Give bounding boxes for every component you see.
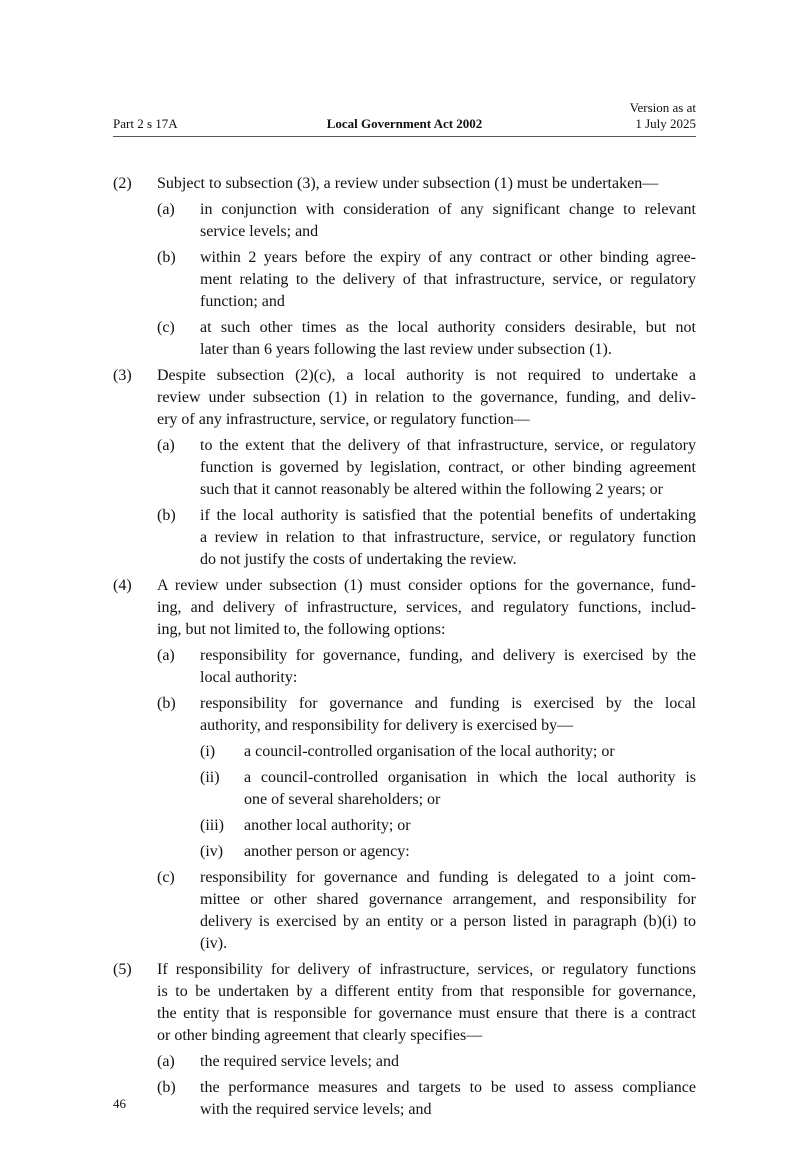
text-line: the entity that is responsible for governance must ensure that there is a contract — [157, 1005, 696, 1022]
version-label: Version as at — [629, 100, 696, 115]
text-line: if the local authority is satisfied that the potential benefits of undertaking — [200, 507, 696, 524]
text-line: or other binding agreement that clearly specifies— — [157, 1027, 483, 1044]
paragraph — [113, 867, 696, 955]
provision-label: (a) — [157, 437, 175, 454]
provision-label: (iii) — [200, 817, 224, 834]
paragraph — [113, 199, 696, 243]
paragraph — [113, 435, 696, 501]
provision-label: (a) — [157, 1053, 175, 1070]
provision-label: (2) — [113, 175, 132, 192]
provision-label: (b) — [157, 249, 176, 266]
paragraph — [113, 1051, 696, 1073]
provision-label: (ii) — [200, 769, 220, 786]
subsection — [113, 959, 696, 1047]
subparagraph — [113, 767, 696, 811]
text-line: review under subsection (1) in relation to the governance, funding, and deliv- — [157, 389, 696, 406]
subsection — [113, 365, 696, 431]
provision-label: (4) — [113, 577, 132, 594]
provision-label: (b) — [157, 1079, 176, 1096]
text-line: ery of any infrastructure, service, or regulatory function— — [157, 411, 530, 428]
text-line: responsibility for governance, funding, and delivery is exercised by the — [200, 647, 696, 664]
text-line: ing, and delivery of infrastructure, services, and regulatory functions, includ- — [157, 599, 696, 616]
subsection — [113, 173, 696, 195]
provision-label: (a) — [157, 201, 175, 218]
paragraph — [113, 1077, 696, 1121]
text-line: (iv). — [200, 935, 228, 952]
act-title: Local Government Act 2002 — [326, 116, 483, 131]
text-line: ing, but not limited to, the following options: — [157, 621, 446, 638]
text-line: do not justify the costs of undertaking the review. — [200, 551, 517, 568]
provision-label: (c) — [157, 869, 175, 886]
text-line: at such other times as the local authority considers desirable, but not — [200, 319, 696, 336]
text-line: responsibility for governance and funding is exercised by the local — [200, 695, 696, 712]
paragraph — [113, 645, 696, 689]
text-line: function; and — [200, 293, 285, 310]
subparagraph — [113, 815, 696, 837]
text-line: If responsibility for delivery of infrastructure, services, or regulatory functions — [157, 961, 696, 978]
part-reference: Part 2 s 17A — [113, 116, 178, 131]
subparagraph — [113, 741, 696, 763]
text-line: a council-controlled organisation in which the local authority is — [244, 769, 696, 786]
provision-label: (c) — [157, 319, 175, 336]
provision-label: (5) — [113, 961, 132, 978]
text-line: within 2 years before the expiry of any contract or other binding agree- — [200, 249, 696, 266]
text-line: a review in relation to that infrastructure, service, or regulatory function — [200, 529, 696, 546]
running-header — [113, 100, 696, 137]
text-line: the performance measures and targets to be used to assess compliance — [200, 1079, 696, 1096]
text-line: in conjunction with consideration of any significant change to relevant — [200, 201, 696, 218]
text-line: Despite subsection (2)(c), a local authority is not required to undertake a — [157, 367, 696, 384]
version-value: 1 July 2025 — [635, 116, 696, 131]
subparagraph — [113, 841, 696, 863]
provision-label: (3) — [113, 367, 132, 384]
text-line: ment relating to the delivery of that infrastructure, service, or regulatory — [200, 271, 696, 288]
text-line: later than 6 years following the last review under subsection (1). — [200, 341, 612, 358]
text-line: such that it cannot reasonably be altered within the following 2 years; or — [200, 481, 663, 498]
version-date — [630, 100, 696, 132]
page-number: 46 — [113, 1096, 126, 1111]
provision-label: (iv) — [200, 843, 224, 860]
paragraph — [113, 693, 696, 737]
text-line: A review under subsection (1) must consider options for the governance, fund- — [157, 577, 696, 594]
text-line: one of several shareholders; or — [244, 791, 441, 808]
provision-label: (i) — [200, 743, 216, 760]
text-line: with the required service levels; and — [200, 1101, 432, 1118]
paragraph — [113, 317, 696, 361]
provision-label: (b) — [157, 695, 176, 712]
text-line: function is governed by legislation, contract, or other binding agreement — [200, 459, 696, 476]
text-line: delivery is exercised by an entity or a person listed in paragraph (b)(i) to — [200, 913, 696, 930]
text-line: another person or agency: — [244, 843, 410, 860]
section-body — [113, 173, 696, 1125]
text-line: mittee or other shared governance arrangement, and responsibility for — [200, 891, 696, 908]
text-line: the required service levels; and — [200, 1053, 400, 1070]
text-line: another local authority; or — [244, 817, 411, 834]
text-line: a council-controlled organisation of the local authority; or — [244, 743, 615, 760]
text-line: is to be undertaken by a different entity from that responsible for governance, — [157, 983, 696, 1000]
paragraph — [113, 247, 696, 313]
text-line: to the extent that the delivery of that infrastructure, service, or regulatory — [200, 437, 696, 454]
provision-label: (a) — [157, 647, 175, 664]
text-line: service levels; and — [200, 223, 319, 240]
paragraph — [113, 505, 696, 571]
text-line: Subject to subsection (3), a review under subsection (1) must be undertaken— — [157, 175, 659, 192]
text-line: authority, and responsibility for delivery is exercised by— — [200, 717, 574, 734]
provision-label: (b) — [157, 507, 176, 524]
text-line: responsibility for governance and funding is delegated to a joint com- — [200, 869, 696, 886]
text-line: local authority: — [200, 669, 298, 686]
subsection — [113, 575, 696, 641]
